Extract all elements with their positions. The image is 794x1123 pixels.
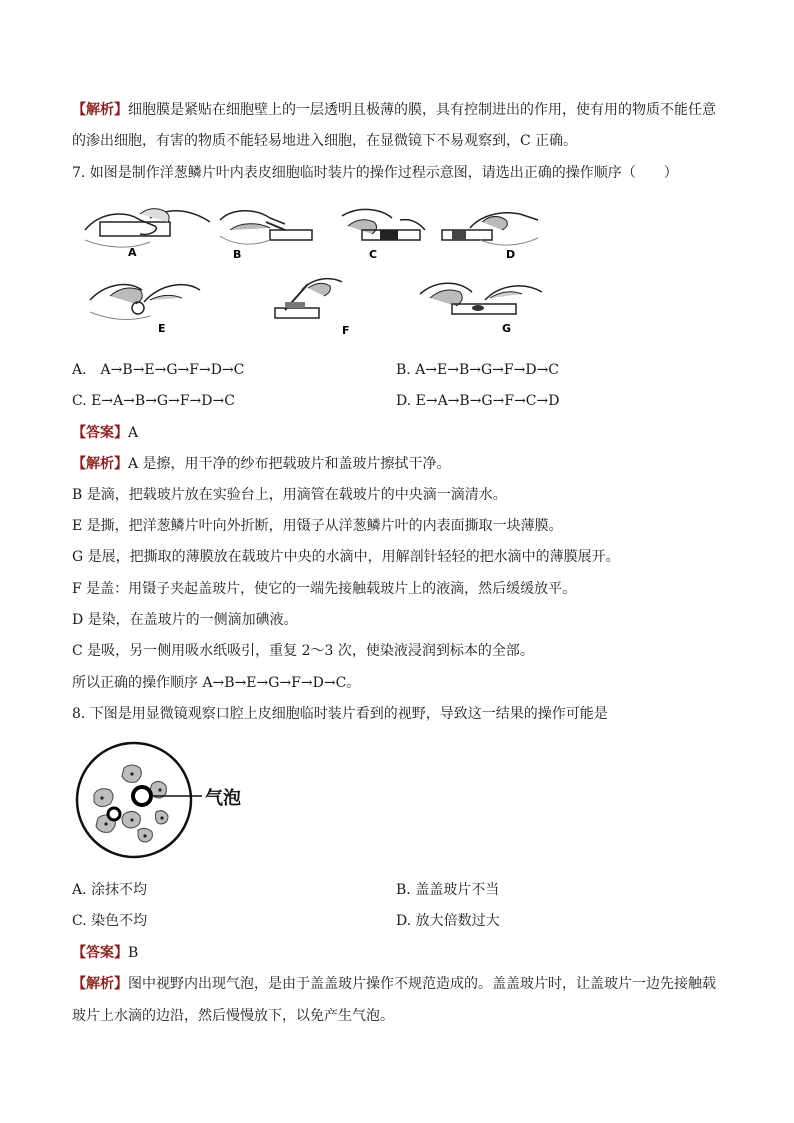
panel-a-label: A: [128, 246, 137, 259]
panel-d-label: D: [506, 248, 516, 261]
panel-d: [442, 213, 538, 261]
panel-f-label: F: [342, 324, 350, 337]
panel-b-label: B: [233, 248, 242, 261]
q8-analysis-line-1: 【解析】图中视野内出现气泡，是由于盖盖玻片操作不规范造成的。盖盖玻片时，让盖玻片一边先接触载: [72, 976, 716, 992]
q6-analysis-line-2: 的渗出细胞，有害的物质不能轻易地进入细胞，在显微镜下不易观察到，C 正确。: [72, 133, 578, 149]
large-bubble: [133, 787, 151, 805]
q8-analysis-line-2: 玻片上水滴的边沿，然后慢慢放下，以免产生气泡。: [72, 1008, 394, 1024]
q8-option-a[interactable]: A. 涂抹不均: [72, 882, 148, 898]
panel-b: [220, 211, 312, 261]
q7-answer: 【答案】A: [72, 425, 139, 441]
q7-option-a[interactable]: A. A→B→E→G→F→D→C: [72, 362, 245, 378]
q7-analysis-line-5: F 是盖：用镊子夹起盖玻片，使它的一端先接触载玻片上的液滴，然后缓缓放平。: [72, 581, 577, 597]
q7-analysis-line-4: G 是展，把撕取的薄膜放在载玻片中央的水滴中，用解剖针轻轻的把水滴中的薄膜展开。: [72, 549, 620, 565]
q7-analysis-line-2: B 是滴，把载玻片放在实验台上，用滴管在载玻片的中央滴一滴清水。: [72, 487, 507, 503]
q8-stem: 8. 下图是用显微镜观察口腔上皮细胞临时装片看到的视野，导致这一结果的操作可能是: [72, 706, 608, 722]
analysis-tag: 【解析】: [72, 102, 128, 118]
panel-c-label: C: [369, 248, 378, 261]
q7-option-d[interactable]: D. E→A→B→G→F→C→D: [396, 393, 560, 409]
q8-option-b[interactable]: B. 盖盖玻片不当: [396, 882, 500, 898]
q8-microscope-field-figure: [72, 738, 272, 864]
q7-analysis-line-1: 【解析】A 是擦，用干净的纱布把载玻片和盖玻片擦拭干净。: [72, 456, 451, 472]
panel-g-label: G: [502, 322, 512, 335]
panel-g: [420, 283, 542, 335]
small-bubble: [108, 808, 120, 820]
q7-option-c[interactable]: C. E→A→B→G→F→D→C: [72, 393, 235, 409]
q8-option-c[interactable]: C. 染色不均: [72, 913, 148, 929]
panel-e: [90, 285, 200, 335]
q7-operation-figure: [80, 200, 550, 350]
q8-option-d[interactable]: D. 放大倍数过大: [396, 913, 500, 929]
q7-option-b[interactable]: B. A→E→B→G→F→D→C: [396, 362, 560, 378]
panel-c: [342, 209, 425, 261]
q7-analysis-line-8: 所以正确的操作顺序 A→B→E→G→F→D→C。: [72, 675, 361, 691]
q7-analysis-line-6: D 是染，在盖玻片的一侧滴加碘液。: [72, 612, 298, 628]
q7-analysis-line-3: E 是撕，把洋葱鳞片叶向外折断，用镊子从洋葱鳞片叶的内表面撕取一块薄膜。: [72, 518, 563, 534]
panel-e-label: E: [158, 322, 166, 335]
panel-a: [85, 209, 210, 259]
q6-analysis-line-1: 【解析】细胞膜是紧贴在细胞壁上的一层透明且极薄的膜，具有控制进出的作用，使有用的物质不能任意: [72, 102, 716, 118]
q7-stem: 7. 如图是制作洋葱鳞片叶内表皮细胞临时装片的操作过程示意图，请选出正确的操作顺序（ ）: [72, 165, 678, 181]
q8-answer: 【答案】B: [72, 945, 139, 961]
panel-f: [275, 279, 350, 337]
q7-analysis-line-7: C 是吸，另一侧用吸水纸吸引，重复 2～3 次，使染液浸润到标本的全部。: [72, 643, 534, 659]
bubble-label: 气泡: [205, 788, 241, 809]
